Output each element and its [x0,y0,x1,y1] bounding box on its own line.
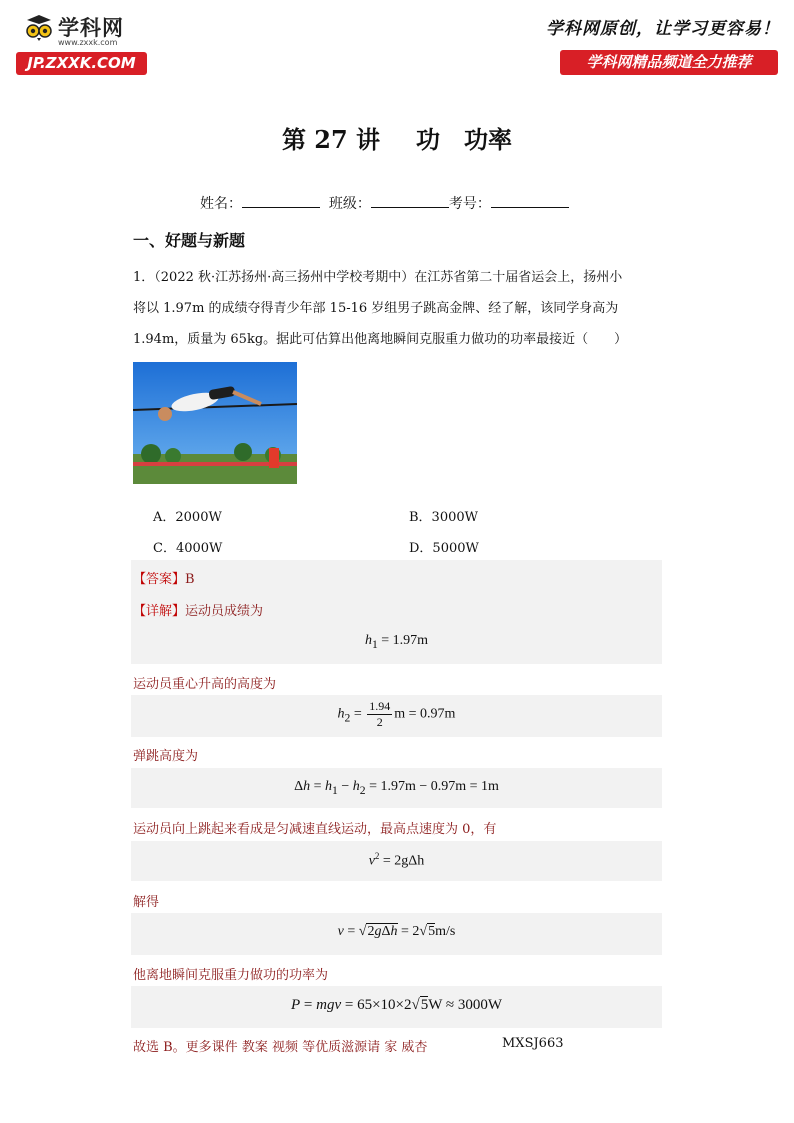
lecture-number: 第 27 讲 [281,125,381,154]
owl-logo-icon [24,14,54,42]
class-label: 班级： [328,196,371,212]
step-5-text: 解得 [133,895,160,910]
answer-line [133,568,195,587]
question-line-3: 1.94m，质量为 65kg。据此可估算出他离地瞬间克服重力做功的功率最接近（ ） [133,332,628,347]
class-blank[interactable] [371,193,449,208]
student-info [200,193,569,213]
formula-h1: $h_1 = 1.97m$ [364,633,429,651]
step-3-text: 弹跳高度为 [133,749,199,764]
detail-label: 【详解】 [133,604,186,619]
step-6-text: 他离地瞬间克服重力做功的功率为 [133,968,329,983]
option-a[interactable]: A．2000W [153,510,222,525]
answer-label: 【答案】 [133,572,186,587]
formula-v2: $v^2 = 2g\Delta h$ [368,851,425,869]
recommend-badge[interactable]: 学科网精品频道全力推荐 [560,50,778,75]
question-line-2: 将以 1.97m 的成绩夺得青少年部 15-16 岁组男子跳高金牌、经了解，该同学身高为 [133,301,619,316]
page-title [0,120,794,155]
logo-badge[interactable]: JP.ZXXK.COM [16,52,147,75]
option-b[interactable]: B．3000W [409,510,478,525]
lecture-topic: 功 功率 [416,125,513,154]
name-label: 姓名： [200,196,242,212]
resource-code: MXSJ663 [502,1036,564,1051]
exam-label: 考号： [448,196,491,212]
logo-name: 学科网 [58,16,124,40]
step-2-text: 运动员重心升高的高度为 [133,677,277,692]
logo-url: www.zxxk.com [58,38,118,47]
step-4-text: 运动员向上跳起来看成是匀减速直线运动，最高点速度为 0，有 [133,822,497,837]
question-line-1: 1．（2022 秋·江苏扬州·高三扬州中学校考期中）在江苏省第二十届省运会上，扬州小 [133,270,623,285]
formula-power: P = mgv = 65×10×2√5W ≈ 3000W [290,997,503,1013]
name-blank[interactable] [242,193,320,208]
detail-text: 运动员成绩为 [185,604,264,619]
option-c[interactable]: C．4000W [153,541,223,556]
detail-line [133,600,263,619]
exam-blank[interactable] [491,193,569,208]
high-jump-photo [133,362,297,484]
slogan: 学科网原创，让学习更容易！ [546,19,780,39]
formula-dh: $\Delta h = h_1 - h_2 = 1.97m - 0.97m = 1m$ [294,779,499,797]
conclusion-text: 故选 B。更多课件 教案 视频 等优质滋源请 家 威杏 [133,1040,428,1055]
section-heading: 一、好题与新题 [133,231,246,250]
option-d[interactable]: D．5000W [409,541,479,556]
formula-v: v = √2gΔh = 2√5m/s [337,924,456,939]
formula-h2: $h_2$ = $\frac{1.94}{2}$ m = 0.97m [337,699,456,729]
answer-value: B [185,572,195,587]
